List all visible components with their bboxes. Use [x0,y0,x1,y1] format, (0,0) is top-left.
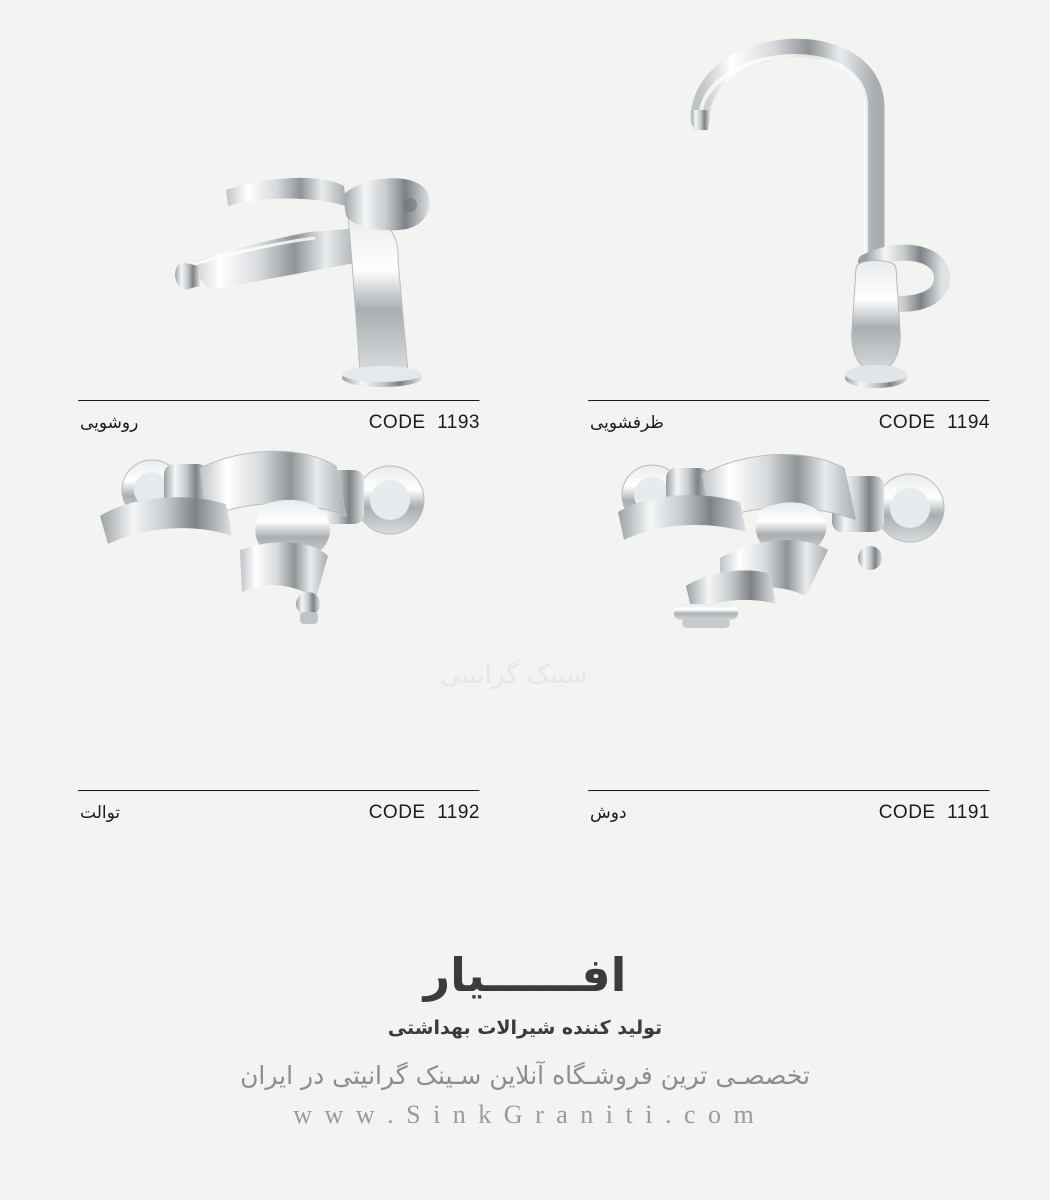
footer [0,950,1050,1130]
watermark-text: سینک گرانیتی [440,660,588,690]
product-image-1192 [60,390,480,790]
product-code-1193: CODE 1193 [368,412,480,433]
product-name-1191: دوش [590,803,627,823]
toilet-mixer-faucet-icon [60,390,480,790]
kitchen-sink-faucet-icon [570,0,990,400]
product-image-1191 [570,390,990,790]
product-caption-1191 [590,792,990,824]
product-image-1193 [60,0,480,400]
product-name-1192: توالت [80,803,121,823]
product-image-1194 [570,0,990,400]
product-name-1193: روشویی [80,413,139,433]
brand-name: افــــــیار [423,948,627,1002]
product-card-1191[interactable] [570,390,990,824]
product-name-1194: ظرفشویی [590,413,664,433]
product-card-1194[interactable] [570,0,990,434]
product-caption-1192 [80,792,480,824]
website-url[interactable]: w w w . S i n k G r a n i t i . c o m [293,1099,757,1129]
product-card-1192[interactable] [60,390,480,824]
product-card-1193[interactable] [60,0,480,434]
basin-faucet-icon [60,0,480,400]
product-code-1192: CODE 1192 [368,802,480,823]
shower-mixer-faucet-icon [570,390,990,790]
product-code-1194: CODE 1194 [878,412,990,433]
footer-tagline: تخصصـی ترین فروشـگاه آنلاین سـینک گرانیتی در ایران [240,1060,810,1090]
product-code-1191: CODE 1191 [878,802,990,823]
brand-subtitle: تولید کننده شیرالات بهداشتی [387,1016,663,1039]
